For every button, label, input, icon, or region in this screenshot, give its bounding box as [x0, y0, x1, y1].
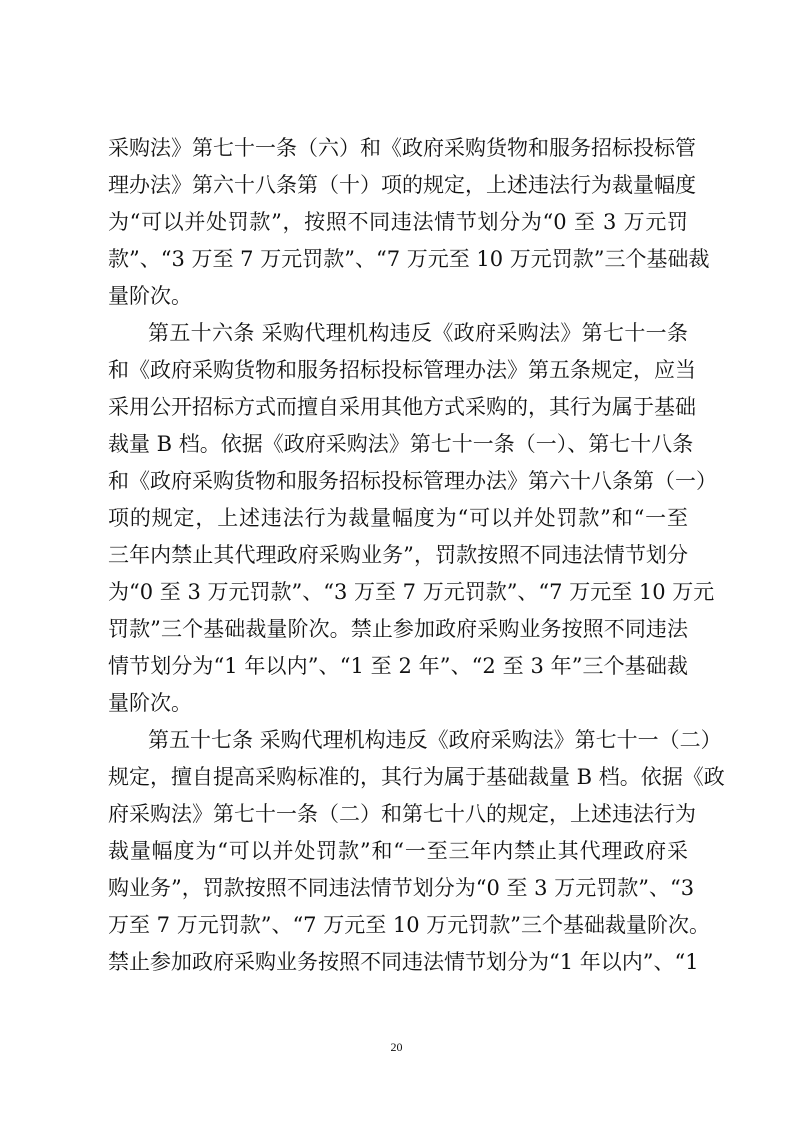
text-line: 情节划分为“1 年以内”、“1 至 2 年”、“2 至 3 年”三个基础裁 — [108, 654, 688, 678]
text-line: 三年内禁止其代理政府采购业务”，罚款按照不同违法情节划分 — [108, 543, 688, 567]
article-56 — [108, 315, 717, 722]
text-line: 款”、“3 万至 7 万元罚款”、“7 万元至 10 万元罚款”三个基础裁 — [108, 247, 710, 271]
text-line: 府采购法》第七十一条（二）和第七十八的规定，上述违法行为 — [108, 802, 696, 826]
text-line: 采购法》第七十一条（六）和《政府采购货物和服务招标投标管 — [108, 136, 696, 160]
text-line: 量阶次。 — [108, 691, 192, 715]
text-line: 裁量幅度为“可以并处罚款”和“一至三年内禁止其代理政府采 — [108, 839, 688, 863]
text-line: 禁止参加政府采购业务按照不同违法情节划分为“1 年以内”、“1 — [108, 950, 699, 974]
text-line: 量阶次。 — [108, 284, 192, 308]
article-heading-line: 第五十六条 采购代理机构违反《政府采购法》第七十一条 — [148, 321, 688, 345]
text-line: 规定，擅自提高采购标准的，其行为属于基础裁量 B 档。依据《政 — [108, 765, 725, 789]
text-line: 和《政府采购货物和服务招标投标管理办法》第五条规定，应当 — [108, 358, 696, 382]
paragraph-continuation — [108, 130, 710, 315]
text-line: 万至 7 万元罚款”、“7 万元至 10 万元罚款”三个基础裁量阶次。 — [108, 913, 711, 937]
text-line: 为“可以并处罚款”，按照不同违法情节划分为“0 至 3 万元罚 — [108, 210, 688, 234]
document-body — [108, 130, 725, 981]
text-line: 和《政府采购货物和服务招标投标管理办法》第六十八条第（一） — [108, 469, 717, 493]
page-number: 20 — [390, 1040, 403, 1054]
text-line: 项的规定，上述违法行为裁量幅度为“可以并处罚款”和“一至 — [108, 506, 688, 530]
article-heading-line: 第五十七条 采购代理机构违反《政府采购法》第七十一（二） — [148, 728, 722, 752]
text-line: 为“0 至 3 万元罚款”、“3 万至 7 万元罚款”、“7 万元至 10 万元 — [108, 580, 715, 604]
text-line: 理办法》第六十八条第（十）项的规定，上述违法行为裁量幅度 — [108, 173, 696, 197]
text-line: 采用公开招标方式而擅自采用其他方式采购的，其行为属于基础 — [108, 395, 696, 419]
text-line: 裁量 B 档。依据《政府采购法》第七十一条（一）、第七十八条 — [108, 432, 694, 456]
article-57 — [108, 722, 725, 981]
text-line: 购业务”，罚款按照不同违法情节划分为“0 至 3 万元罚款”、“3 — [108, 876, 695, 900]
text-line: 罚款”三个基础裁量阶次。禁止参加政府采购业务按照不同违法 — [108, 617, 688, 641]
